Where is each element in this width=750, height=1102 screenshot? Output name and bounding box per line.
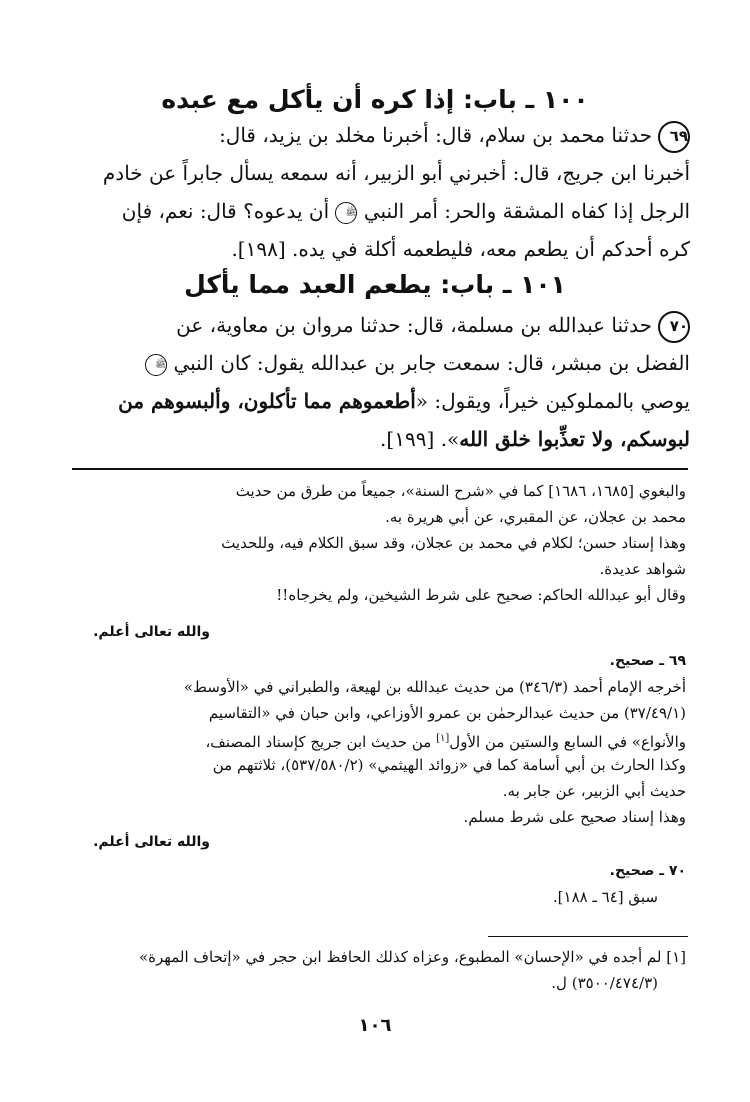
hadith-70-text	[72, 306, 690, 458]
endnote-divider	[488, 936, 688, 937]
hadith-69-line-3: الرجل إذا كفاه المشقة والحر: أمر النبي ﷺ أن يدعوه؟ قال: نعم، فإن	[121, 199, 690, 223]
commentary-block: والبغوي [١٦٨٥، ١٦٨٦] كما في «شرح السنة»، جميعاً من طرق من حديث محمد بن عجلان، عن المقبري، عن أبي هريرة به. وهذا إسناد حسن؛ لكلام في محمد بن عجلان، وقد سبق الكلام فيه، وللحديث شواهد عديدة. وقال أبو عبدالله الحاكم: صحيح على شرط الشيخين، ولم يخرجاه!!	[221, 482, 686, 604]
section-101-title: ١٠١ ـ باب: يطعم العبد مما يأكل	[184, 270, 566, 299]
pbuh-icon: ﷺ	[145, 354, 167, 376]
footnote-divider	[72, 468, 688, 470]
pbuh-icon: ﷺ	[335, 202, 357, 224]
hadith-69-line-2: أخبرنا ابن جريج، قال: أخبرني أبو الزبير، أنه سمعه يسأل جابراً عن خادم	[102, 161, 690, 185]
closing-phrase: والله تعالى أعلم.	[93, 624, 210, 640]
takhrij-69: ٦٩ ـ صحيح. أخرجه الإمام أحمد (٣٤٦/٣) من حديث عبدالله بن لهيعة، والطبراني في «الأوسط» (٣٧/٤٩/١) من حديث عبدالرحمٰن بن عمرو الأوزاعي، وابن حبان في «التقاسيم والأنواع» في السابع والستين من الأول[١] من حديث ابن جريج كإسناد المصنف، وكذا الحارث بن أبي أسامة كما في «زوائد الهيثمي» (٥٣٧/٥٨٠/٢)، ثلاثتهم من حديث أبي الزبير، عن جابر به. وهذا إسناد صحيح على شرط مسلم.	[70, 648, 686, 830]
hadith-70-line-2: الفضل بن مبشر، قال: سمعت جابر بن عبدالله يقول: كان النبي ﷺ	[72, 344, 690, 382]
hadith-69-line-1: ٦٩حدثنا محمد بن سلام، قال: أخبرنا مخلد بن يزيد، قال:	[72, 116, 690, 154]
takhrij-70: ٧٠ ـ صحيح. سبق [٦٤ ـ ١٨٨].	[70, 858, 686, 910]
hadith-70-line-1: ٧٠حدثنا عبدالله بن مسلمة، قال: حدثنا مروان بن معاوية، عن	[72, 306, 690, 344]
hadith-69-text	[72, 116, 690, 268]
grade-69: ٦٩ ـ صحيح.	[609, 653, 686, 669]
hadith-70-line-4: لبوسكم، ولا تعذِّبوا خلق الله». [١٩٩].	[380, 427, 690, 451]
hadith-number-badge: ٦٩	[658, 121, 690, 153]
section-100-title: ١٠٠ ـ باب: إذا كره أن يأكل مع عبده	[161, 85, 589, 114]
hadith-70-line-3: يوصي بالمملوكين خيراً، ويقول: «أطعموهم مما تأكلون، وألبسوهم من	[118, 389, 690, 413]
footnote-marker: [١]	[436, 733, 450, 744]
hadith-69-line-4: كره أحدكم أن يطعم معه، فليطعمه أكلة في يده. [١٩٨].	[231, 237, 690, 261]
endnote-block: [١] لم أجده في «الإحسان» المطبوع، وعزاه كذلك الحافظ ابن حجر في «إتحاف المهرة» (٣٥٠٠/٤٧٤/٣) ل.	[138, 948, 686, 992]
grade-70: ٧٠ ـ صحيح.	[609, 863, 686, 879]
closing-phrase: والله تعالى أعلم.	[93, 834, 210, 850]
hadith-number-badge: ٧٠	[658, 311, 690, 343]
page-number: ١٠٦	[358, 1015, 392, 1036]
